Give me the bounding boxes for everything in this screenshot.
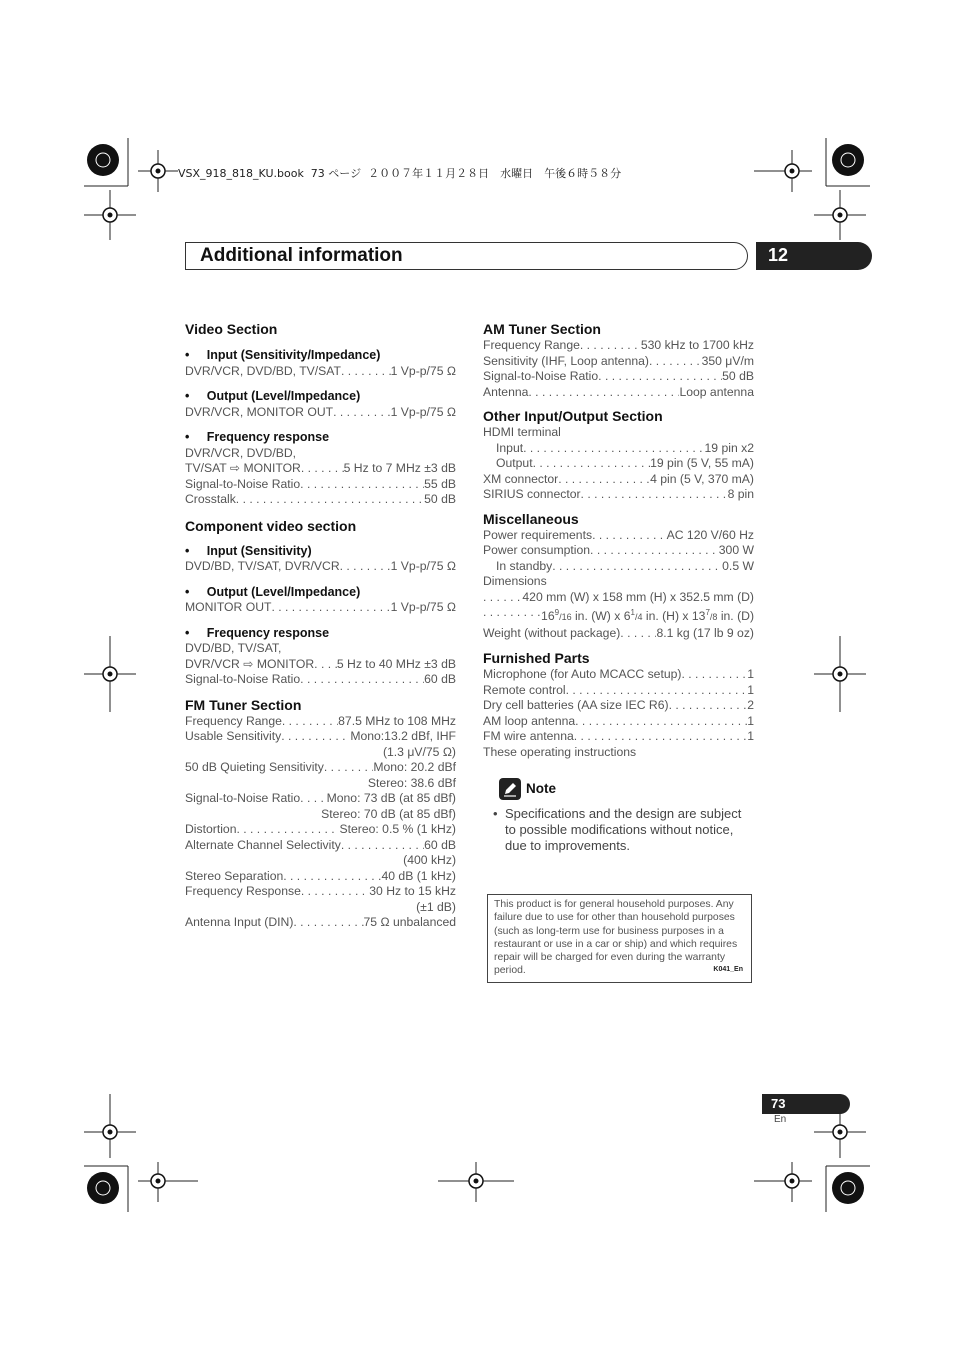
spec-cont: Stereo: 70 dB (at 85 dBf) [321,806,456,821]
spec-row: . . . 420 mm (W) x 158 mm (H) x 352.5 mm (D) [483,590,754,606]
component-heading: Component video section [185,517,357,534]
spec-cont: (400 kHz) [403,853,456,867]
spec-line: DVD/BD, TV/SAT, [185,641,282,655]
spec-row: Alternate Channel Selectivity . . . 60 dB [185,838,456,854]
spec-row: Stereo Separation . . . 40 dB (1 kHz) [185,869,456,885]
io-heading: Other Input/Output Section [483,408,663,424]
page-number: 73 [771,1096,786,1111]
spec-row: . . . $16^9/16$ in. (W) x $6^1/4$ in. (H) x $13^7/8$ in. (D) [483,605,754,626]
spec-row: XM connector . . . 4 pin (5 V, 370 mA) [483,472,754,488]
spec-line: Dimensions [483,574,547,588]
warranty-box [487,894,752,983]
spec-line: These operating instructions [483,744,637,759]
spec-row: Antenna Input (DIN) . . . 75 Ω unbalanced [185,915,456,931]
spec-line: HDMI terminal [483,425,561,439]
spec-row: Microphone (for Auto MCACC setup) . . . 1 [483,667,754,683]
spec-row: Power consumption . . . 300 W [483,543,754,559]
spec-row: DVR/VCR, DVD/BD, TV/SAT . . . 1 Vp-p/75 Ω [185,364,456,380]
spec-row: Remote control . . . 1 [483,683,754,699]
comp-input-title: • Input (Sensitivity) [185,543,312,558]
note-item: • Specifications and the design are subject to possible modifications without notice, due to improvements. [493,806,742,854]
spec-row: Antenna . . . Loop antenna [483,385,754,401]
video-heading: Video Section [185,321,278,337]
spec-row: FM wire antenna . . . 1 [483,729,754,745]
right-column [483,320,754,854]
fm-heading: FM Tuner Section [185,696,302,713]
misc-heading: Miscellaneous [483,510,579,527]
spec-row: 50 dB Quieting Sensitivity . . . Mono: 20.2 dBf [185,760,456,776]
spec-row: Frequency Response . . . 30 Hz to 15 kHz [185,884,456,900]
page-number-badge [762,1094,850,1114]
spec-row: TV/SAT ⇨ MONITOR . . . 5 Hz to 7 MHz ±3 dB [185,461,456,477]
section-header [185,242,748,270]
spec-row: SIRIUS connector . . . 8 pin [483,487,754,503]
chapter-number: 12 [768,245,789,265]
spec-row: Output . . . 19 pin (5 V, 55 mA) [483,456,754,472]
spec-row: Power requirements . . . AC 120 V/60 Hz [483,528,754,544]
spec-row: Dry cell batteries (AA size IEC R6) . . . 2 [483,698,754,714]
am-heading: AM Tuner Section [483,321,601,337]
spec-row: Crosstalk . . . 50 dB [185,492,456,508]
comp-output-title: • Output (Level/Impedance) [185,584,361,599]
note-title: Note [526,781,556,797]
spec-cont: (1.3 μV/75 Ω) [382,744,456,759]
language-code: En [774,1114,787,1125]
spec-row: Signal-to-Noise Ratio . . . 55 dB [185,477,456,493]
page-title: Additional information [200,245,403,266]
spec-row: Usable Sensitivity . . . Mono:13.2 dBf, IHF [185,729,456,745]
warranty-code: K041_En [713,965,743,973]
spec-row: Weight (without package) . . . 8.1 kg (17 lb 9 oz) [483,626,754,642]
file-line: VSX_918_818_KU.book 73 ページ ２００７年１１月２８日 水曜日 午後６時５８分 [178,167,622,180]
spec-line: DVR/VCR, DVD/BD, [185,445,297,460]
video-input-title: • Input (Sensitivity/Impedance) [185,348,381,362]
chapter-badge [756,242,872,270]
video-output-title: • Output (Level/Impedance) [185,389,361,403]
spec-cont: (±1 dB) [416,899,456,914]
spec-row: Sensitivity (IHF, Loop antenna) . . . 350 μV/m [483,354,754,370]
video-freq-title: • Frequency response [185,430,330,444]
spec-row: Signal-to-Noise Ratio . . . Mono: 73 dB (at 85 dBf) [185,791,456,807]
spec-row: MONITOR OUT . . . 1 Vp-p/75 Ω [185,600,456,616]
spec-row: Distortion . . . Stereo: 0.5 % (1 kHz) [185,822,456,838]
spec-row: Frequency Range . . . 87.5 MHz to 108 MHz [185,714,456,730]
furnished-heading: Furnished Parts [483,650,590,667]
spec-cont: Stereo: 38.6 dBf [367,775,456,790]
spec-row: DVR/VCR ⇨ MONITOR . . . 5 Hz to 40 MHz ±3 dB [185,657,456,673]
spec-row: DVR/VCR, MONITOR OUT . . . 1 Vp-p/75 Ω [185,405,456,421]
spec-row: Input . . . 19 pin x2 [483,441,754,457]
spec-row: Signal-to-Noise Ratio . . . 50 dB [483,369,754,385]
spec-row: In standby . . . 0.5 W [483,559,754,575]
note-text: Specifications and the design are subject to possible modifications without notice, due to improvements. [505,806,742,854]
spec-row: DVD/BD, TV/SAT, DVR/VCR . . . 1 Vp-p/75 Ω [185,559,456,575]
comp-freq-title: • Frequency response [185,625,330,640]
spec-row: Frequency Range . . . 530 kHz to 1700 kHz [483,338,754,354]
warranty-text: This product is for general household purposes. Any failure due to use for other than household purposes (such as long-term use for business purposes in a restaurant or use in a car or ship) and which requires repair will be charged for even during the warranty period. [494,899,738,977]
note-header [483,778,754,800]
pencil-icon [499,778,521,800]
left-column [185,320,456,931]
spec-row: AM loop antenna . . . 1 [483,714,754,730]
spec-row: Signal-to-Noise Ratio . . . 60 dB [185,672,456,688]
